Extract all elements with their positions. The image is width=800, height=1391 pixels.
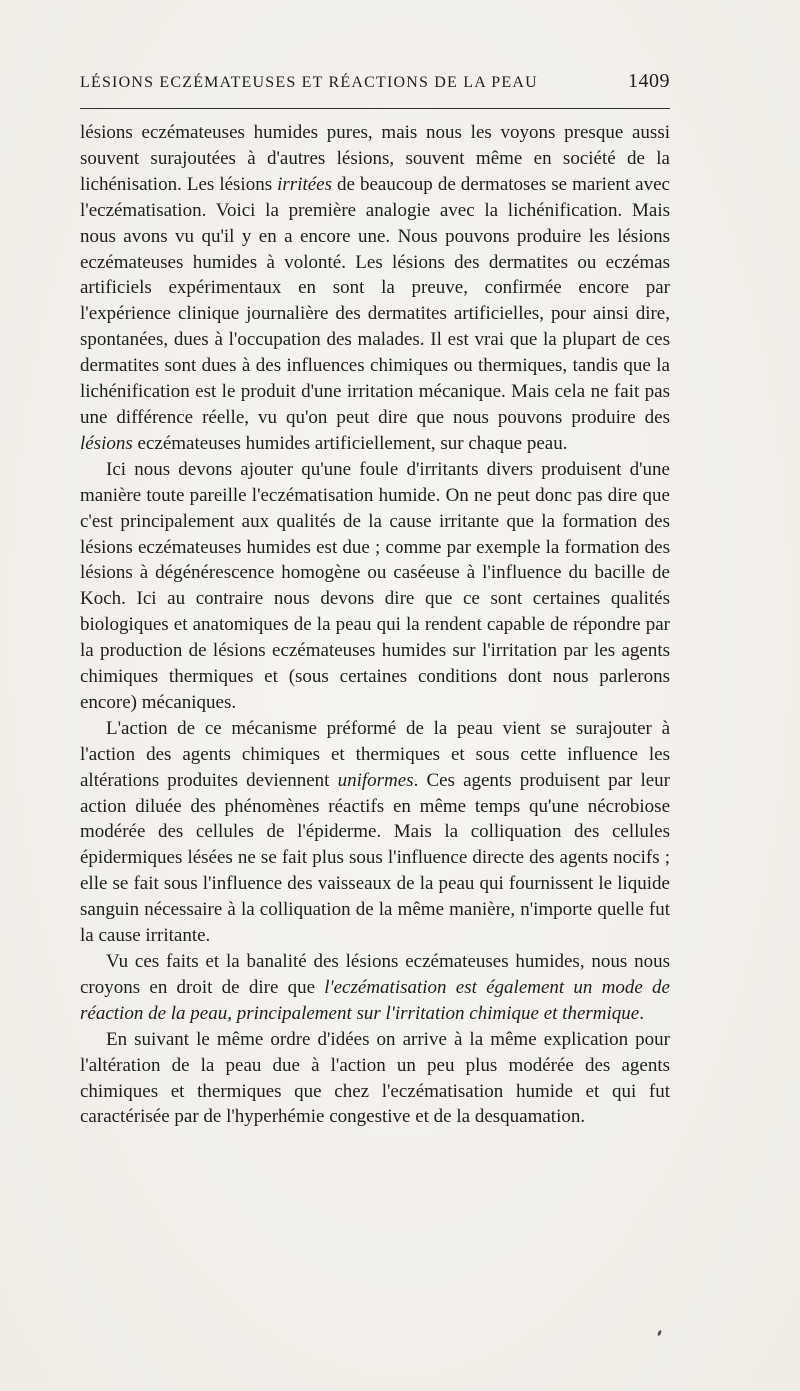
running-title: LÉSIONS ECZÉMATEUSES ET RÉACTIONS DE LA PEAU [80, 74, 538, 91]
page-number: 1409 [628, 70, 670, 92]
text-run: L'action de ce mécanisme préformé de la peau vient se surajouter à l'action des agents chimiques et thermiques et sous cette influence les altérations produites deviennent [80, 717, 670, 791]
italic-text: lésions [80, 432, 133, 454]
header-rule [80, 108, 670, 109]
text-run: . [639, 1002, 644, 1024]
body-text [80, 120, 670, 1130]
italic-text: uniformes [337, 769, 414, 791]
text-run: Ici nous devons ajouter qu'une foule d'irritants divers produisent d'une manière toute pareille l'eczématisation humide. On ne peut donc pas dire que c'est principalement aux qualités de la cause irritante que la formation des lésions eczémateuses humides est due ; comme par exemple la formation des lésions à dégénérescence homogène ou caséeuse à l'influence du bacille de Koch. Ici au contraire nous devons dire que ce sont certaines qualités biologiques et anatomiques de la peau qui la rendent capable de répondre par la production de lésions eczémateuses humides sur l'irritation par les agents chimiques thermiques et (sous certaines conditions dont nous parlerons encore) mécaniques. [80, 458, 670, 713]
paragraph [80, 716, 670, 949]
text-run: Vu ces faits et la banalité des lésions eczémateuses humides, nous nous croyons en droit de dire que [80, 951, 670, 998]
paragraph [80, 120, 670, 457]
text-run: En suivant le même ordre d'idées on arrive à la même explication pour l'altération de la peau due à l'action un peu plus modérée des agents chimiques et thermiques que chez l'eczématisation humide et qui fut caractérisée par de l'hyperhémie congestive et de la desquamation. [80, 1028, 670, 1128]
text-run: lésions eczémateuses humides pures, mais nous les voyons presque aussi souvent surajoutées à d'autres lésions, souvent même en société de la lichénisation. Les lésions [80, 122, 670, 195]
text-run: eczémateuses humides artificiellement, sur chaque peau. [132, 432, 568, 454]
paragraph [80, 457, 670, 716]
italic-text: irritées [277, 173, 333, 195]
text-run: . Ces agents produisent par leur action diluée des phénomènes réactifs en même temps qu'une nécrobiose modérée des cellules de l'épiderme. Mais la colliquation des cellules épidermiques lésées ne se fait plus sous l'influence directe des agents nocifs ; elle se fait sous l'influence des vaisseaux de la peau qui fournissent le liquide sanguin nécessaire à la colliquation de la même manière, n'importe quelle fut la cause irritante. [80, 769, 670, 947]
page-header [80, 64, 670, 100]
ink-speck [657, 1330, 662, 1337]
paragraph [80, 949, 670, 1027]
paragraph [80, 1027, 670, 1131]
italic-text: l'eczématisation est également un mode de réaction de la peau, principalement sur l'irritation chimique et thermique [80, 976, 670, 1024]
text-run: de beaucoup de dermatoses se marient avec l'eczématisation. Voici la première analogie avec la lichénification. Mais nous avons vu qu'il y en a encore une. Nous pouvons produire les lésions eczémateuses humides à volonté. Les lésions des dermatites ou eczémas artificiels expérimentaux en sont la preuve, confirmée encore par l'expérience clinique journalière des dermatites artificielles, pour ainsi dire, spontanées, dues à l'occupation des malades. Il est vrai que la plupart de ces dermatites sont dues à des influences chimiques ou thermiques, tandis que la lichénification est le produit d'une irritation mécanique. Mais cela ne fait pas une différence réelle, vu qu'on peut dire que nous pouvons produire des [80, 173, 670, 428]
